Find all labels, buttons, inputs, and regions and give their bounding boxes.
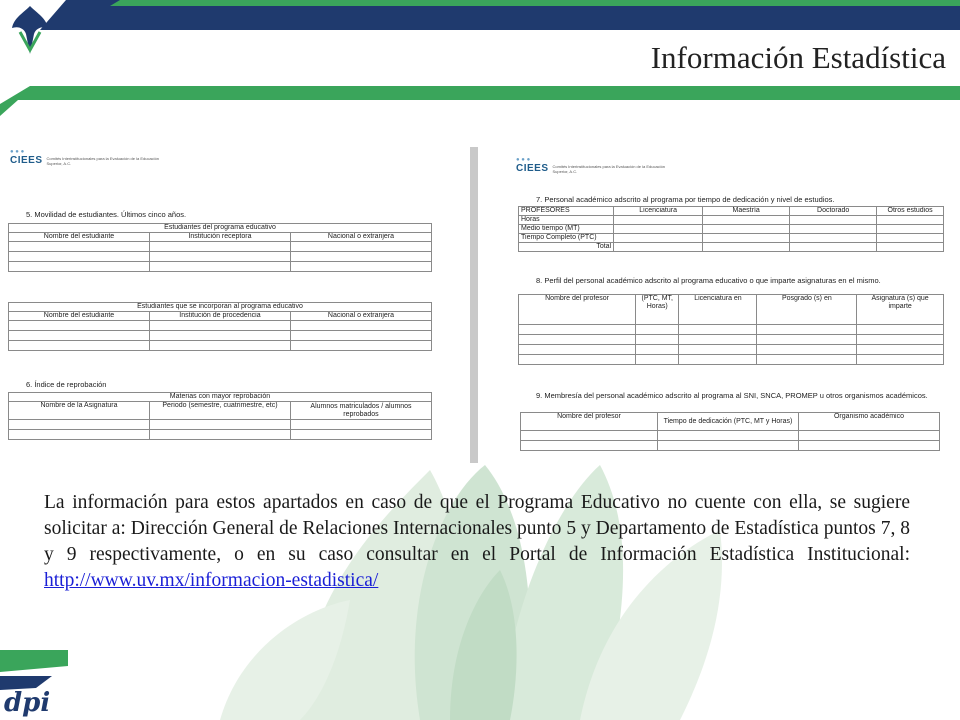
column-header: Organismo académico <box>798 413 939 431</box>
column-header: Alumnos matriculados / alumnos reprobados <box>290 402 431 420</box>
ciees-dots-icon: ● ● ● <box>10 149 25 155</box>
uv-logo <box>8 4 52 56</box>
row-label: Total <box>519 243 614 252</box>
table-caption: Materias con mayor reprobación <box>9 393 432 402</box>
table-staff-by-dedication <box>518 206 944 252</box>
dpi-logo-text: dpi <box>4 688 51 718</box>
section-9-text: 9. Membresía del personal académico adscrito al programa al SNI, SNCA, PROMEP u otros organismos académicos. <box>536 391 928 400</box>
column-header: Doctorado <box>790 207 877 216</box>
section-5-title: 5. Movilidad de estudiantes. Últimos cinco años. <box>26 210 187 219</box>
row-label: Medio tiempo (MT) <box>519 225 614 234</box>
column-header: Nombre del profesor <box>521 413 658 431</box>
column-header: Asignatura (s) que imparte <box>857 295 944 325</box>
instruction-text: La información para estos apartados en caso de que el Programa Educativo no cuente con ella, se sugiere solicitar a: Dirección General de Relaciones Internacionales punto 5 y Departamento de Estadística puntos 7, 8 y 9 respectivamente, o en su caso consultar en el Portal de Información Estadística Institucional: <box>44 492 910 565</box>
table-row <box>519 325 944 335</box>
table-incoming-students <box>8 302 432 351</box>
column-header: Nombre del profesor <box>519 295 636 325</box>
table-row <box>9 430 432 440</box>
table-row <box>9 341 432 351</box>
table-row <box>519 345 944 355</box>
table-caption: Estudiantes que se incorporan al programa educativo <box>9 303 432 312</box>
left-form-panel <box>4 147 430 463</box>
table-staff-profile <box>518 294 944 365</box>
row-label: Horas <box>519 216 614 225</box>
section-7-title: 7. Personal académico adscrito al programa por tiempo de dedicación y nivel de estudios. <box>536 195 835 204</box>
table-failure-rate <box>8 392 432 440</box>
table-row <box>9 331 432 341</box>
column-header: Otros estudios <box>877 207 944 216</box>
table-row <box>9 321 432 331</box>
dpi-logo <box>4 690 50 716</box>
column-header: Nombre del estudiante <box>9 233 150 242</box>
right-form-panel <box>510 147 946 463</box>
ciees-brand: CIEES <box>516 163 549 174</box>
section-6-title: 6. Índice de reprobación <box>26 380 107 389</box>
table-row <box>519 243 944 252</box>
column-header: Licenciatura en <box>679 295 757 325</box>
row-label: Tiempo Completo (PTC) <box>519 234 614 243</box>
table-row <box>519 216 944 225</box>
column-header: Institución de procedencia <box>149 312 290 321</box>
column-header: (PTC, MT, Horas) <box>636 295 679 325</box>
table-row <box>9 252 432 262</box>
uv-logo-icon <box>8 4 52 56</box>
table-caption: Estudiantes del programa educativo <box>9 224 432 233</box>
ciees-brand-subtitle: Comités Interinstitucionales para la Evaluación de la Educación Superior, A.C. <box>552 163 666 174</box>
table-row <box>9 420 432 430</box>
column-header: Nacional o extranjera <box>290 312 431 321</box>
ciees-brand: CIEES <box>10 155 43 166</box>
table-row <box>9 242 432 252</box>
table-row <box>519 355 944 365</box>
column-header: Licenciatura <box>614 207 703 216</box>
table-row <box>519 225 944 234</box>
ciees-logo <box>516 157 673 174</box>
section-9-title <box>536 391 940 400</box>
column-header: Nombre de la Asignatura <box>9 402 150 420</box>
table-staff-membership <box>520 412 940 451</box>
ciees-dots-icon: ● ● ● <box>516 157 531 163</box>
column-header: Posgrado (s) en <box>757 295 857 325</box>
page-title: Información Estadística <box>650 40 946 75</box>
ciees-brand-subtitle: Comités Interinstitucionales para la Evaluación de la Educación Superior, A.C. <box>46 155 160 166</box>
column-header: Institución receptora <box>149 233 290 242</box>
column-header: Periodo (semestre, cuatrimestre, etc) <box>149 402 290 420</box>
table-student-mobility <box>8 223 432 272</box>
table-row <box>519 234 944 243</box>
table-row <box>521 431 940 441</box>
table-row <box>519 335 944 345</box>
section-8-title: 8. Perfil del personal académico adscrito al programa educativo o que imparte asignaturas en el mismo. <box>536 276 881 285</box>
instruction-paragraph <box>44 490 910 594</box>
table-row <box>9 262 432 272</box>
column-header: Nacional o extranjera <box>290 233 431 242</box>
column-header: PROFESORES <box>519 207 614 216</box>
column-header: Maestría <box>703 207 790 216</box>
table-row <box>521 441 940 451</box>
portal-link[interactable]: http://www.uv.mx/informacion-estadistica/ <box>44 570 379 591</box>
column-header: Nombre del estudiante <box>9 312 150 321</box>
panel-divider <box>470 147 478 463</box>
column-header: Tiempo de dedicación (PTC, MT y Horas) <box>657 413 798 431</box>
ciees-logo <box>10 149 167 166</box>
